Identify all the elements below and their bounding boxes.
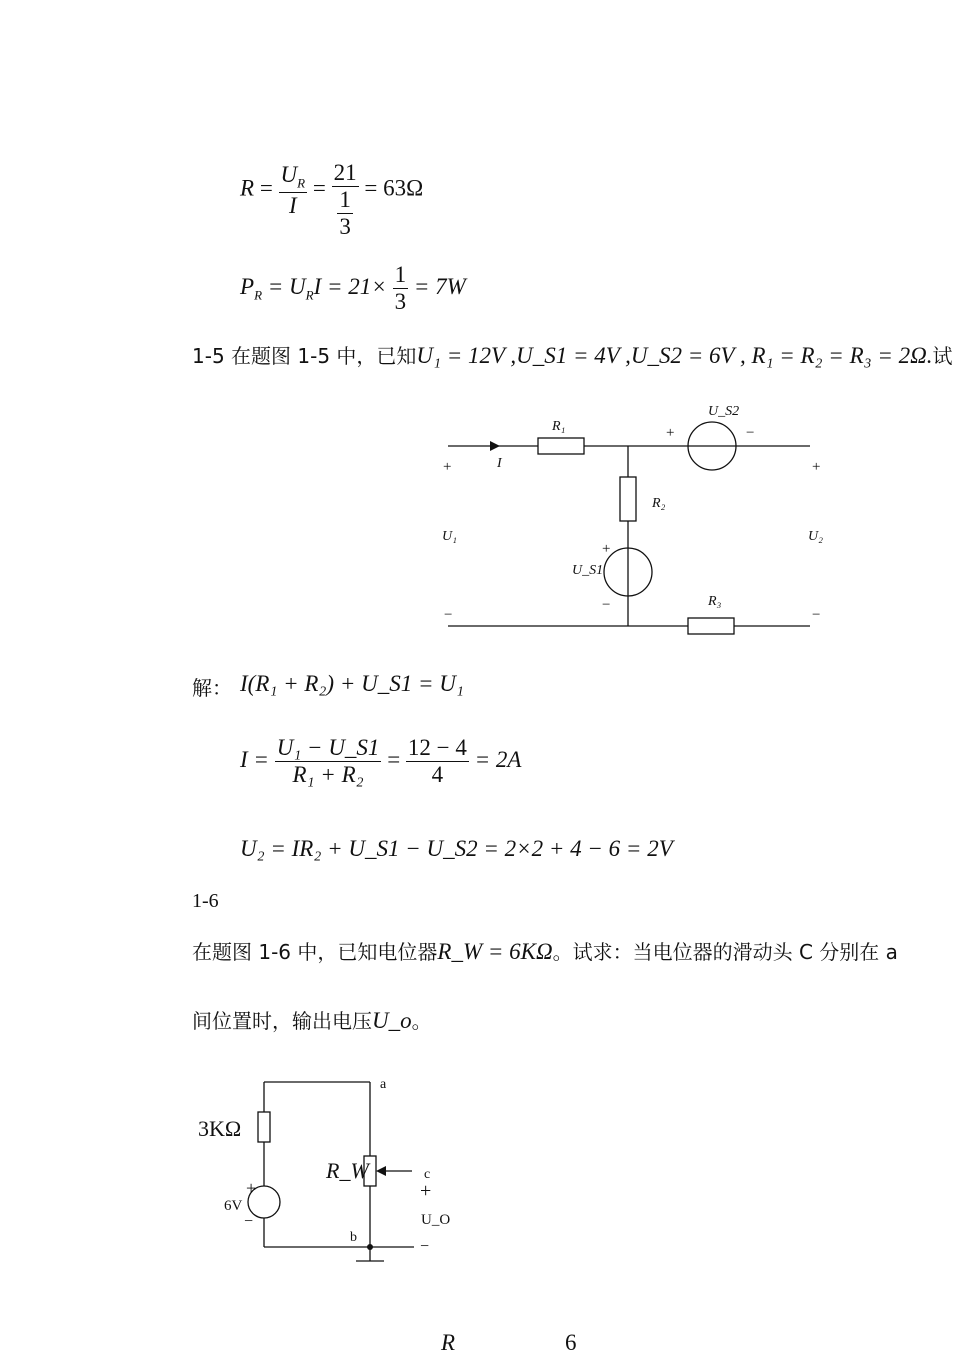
svg-text:U_S1: U_S1 [572, 563, 604, 578]
svg-text:U₂: U₂ [808, 529, 823, 544]
solution-eq2: I = $\frac{\text{U₁ − U\_S1}}{\text{R₁ + R₂}}$ = $\frac{12 - 4}{4}$ = 2A [240, 735, 522, 787]
svg-text:+: + [443, 459, 452, 475]
svg-text:+: + [602, 541, 611, 557]
problem-1-6-line2: 间位置时，输出电压U_o。 [192, 1008, 432, 1033]
svg-text:−: − [420, 1238, 430, 1255]
svg-text:−: − [444, 607, 453, 623]
svg-text:−: − [812, 607, 821, 623]
problem-1-5-text: 1-5 在题图 1-5 中，已知U₁ = 12V ,U_S1 = 4V ,U_S2 = 6V , R₁ = R₂ = R₃ = 2Ω.试 [192, 343, 953, 368]
svg-text:+: + [666, 425, 675, 441]
svg-text:R₁: R₁ [552, 419, 566, 434]
equation-power: $P_R = U_RI = 21\times$ $\frac{1}{3}$ = 7W [240, 262, 466, 314]
svg-text:R_W: R_W [326, 1158, 369, 1183]
svg-text:6V: 6V [224, 1198, 243, 1214]
svg-text:U₁: U₁ [442, 529, 457, 544]
problem-1-6-number: 1-6 [192, 890, 219, 912]
svg-text:U_S2: U_S2 [708, 404, 740, 419]
svg-text:−: − [602, 597, 611, 613]
svg-text:a: a [380, 1077, 387, 1092]
svg-text:R₃: R₃ [708, 594, 722, 609]
problem-1-6-line1: 在题图 1-6 中，已知电位器R_W = 6KΩ。试求：当电位器的滑动头 C 分别在 a [192, 939, 898, 964]
svg-text:c: c [424, 1167, 431, 1182]
svg-text:−: − [746, 425, 755, 441]
svg-text:R₂: R₂ [652, 496, 666, 511]
resistor-r1 [538, 438, 584, 454]
svg-text:+: + [420, 1180, 432, 1202]
current-arrow [490, 441, 500, 451]
circuit-diagram-1-5 [440, 395, 840, 645]
equation-r: R = $\frac{U_R}{I}$ = $\frac{21}{\frac{1}{3}}$ = 63Ω [240, 160, 424, 239]
svg-text:U_O: U_O [421, 1212, 451, 1228]
solution-eq3: U₂ = IR₂ + U_S1 − U_S2 = 2×2 + 4 − 6 = 2V [240, 836, 673, 861]
svg-text:+: + [246, 1178, 257, 1198]
node-b [367, 1244, 373, 1250]
svg-text:I: I [497, 456, 502, 471]
circuit-diagram-1-6 [190, 1070, 460, 1270]
svg-text:+: + [812, 459, 821, 475]
wiper-arrow [376, 1166, 386, 1176]
solution-prefix: 解： [192, 676, 232, 700]
resistor-r3 [688, 618, 734, 634]
svg-text:b: b [350, 1230, 357, 1245]
svg-text:3KΩ: 3KΩ [198, 1116, 242, 1141]
bottom-partial-left: R [441, 1330, 456, 1355]
bottom-partial-right: 6 [565, 1330, 577, 1355]
svg-text:−: − [244, 1213, 254, 1230]
resistor-r2 [620, 477, 636, 521]
solution-eq1: I(R₁ + R₂) + U_S1 = U₁ [240, 671, 464, 696]
resistor-3k [258, 1112, 270, 1142]
